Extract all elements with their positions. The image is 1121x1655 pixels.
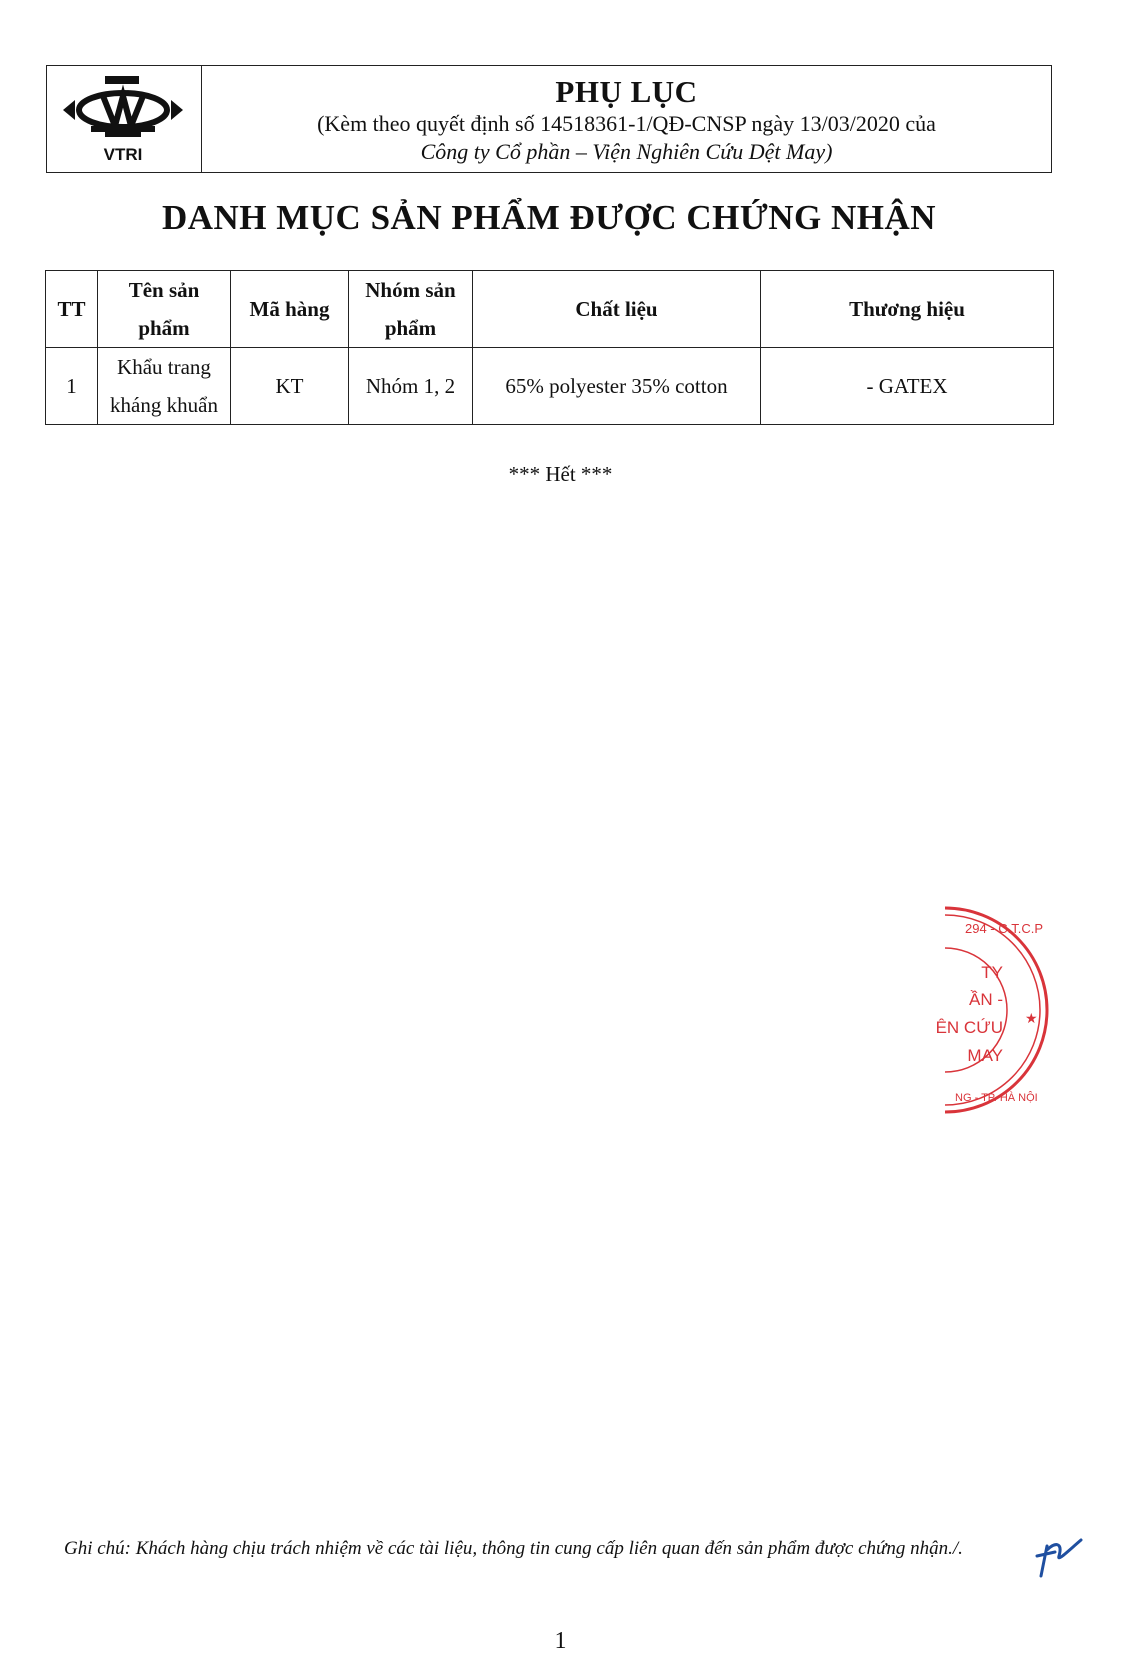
- company-name: Công ty Cổ phần – Viện Nghiên Cứu Dệt May): [420, 139, 833, 164]
- stamp-text-line: NG - TP. HÀ NỘI: [955, 1092, 1038, 1104]
- cell-brand: - GATEX: [761, 348, 1054, 425]
- vtri-logo: [61, 72, 185, 168]
- end-of-list-mark: *** Hết ***: [508, 462, 613, 486]
- page-title: DANH MỤC SẢN PHẨM ĐƯỢC CHỨNG NHẬN: [161, 198, 937, 237]
- column-header-brand: Thương hiệu: [761, 271, 1054, 348]
- appendix-title: PHỤ LỤC: [555, 74, 698, 109]
- cell-product-name: Khẩu trang kháng khuẩn: [98, 348, 231, 425]
- footnote: Ghi chú: Khách hàng chịu trách nhiệm về các tài liệu, thông tin cung cấp liên quan đến sản phẩm được chứng nhận./.: [64, 1538, 963, 1559]
- column-header-tt: TT: [46, 271, 98, 348]
- header-title-cell: [202, 66, 1051, 172]
- column-header-product-name: Tên sản phẩm: [98, 271, 231, 348]
- stamp-text-line: MAY: [967, 1046, 1003, 1065]
- decision-reference: (Kèm theo quyết định số 14518361-1/QĐ-CNSP ngày 13/03/2020 của: [317, 111, 936, 136]
- certified-products-table: [45, 270, 1054, 425]
- header-box: [46, 65, 1052, 173]
- stamp-text-line: ÊN CỨU: [935, 1018, 1003, 1037]
- column-header-material: Chất liệu: [473, 271, 761, 348]
- cell-material: 65% polyester 35% cotton: [473, 348, 761, 425]
- stamp-text-line: ẦN -: [969, 990, 1003, 1009]
- logo-text: VTRI: [103, 145, 143, 164]
- cell-item-code: KT: [231, 348, 349, 425]
- logo-cell: [47, 66, 202, 172]
- company-stamp: [935, 905, 1095, 1115]
- stamp-star-icon: ★: [1025, 1012, 1038, 1027]
- page-number: 1: [554, 1628, 567, 1654]
- stamp-text-line: 294 - C.T.C.P: [965, 921, 1044, 936]
- table-row: [46, 348, 1054, 425]
- cell-tt: 1: [46, 348, 98, 425]
- cell-product-group: Nhóm 1, 2: [349, 348, 473, 425]
- column-header-product-group: Nhóm sản phẩm: [349, 271, 473, 348]
- stamp-text-line: TY: [981, 963, 1003, 982]
- signature-mark: [1033, 1532, 1093, 1580]
- table-header-row: [46, 271, 1054, 348]
- column-header-item-code: Mã hàng: [231, 271, 349, 348]
